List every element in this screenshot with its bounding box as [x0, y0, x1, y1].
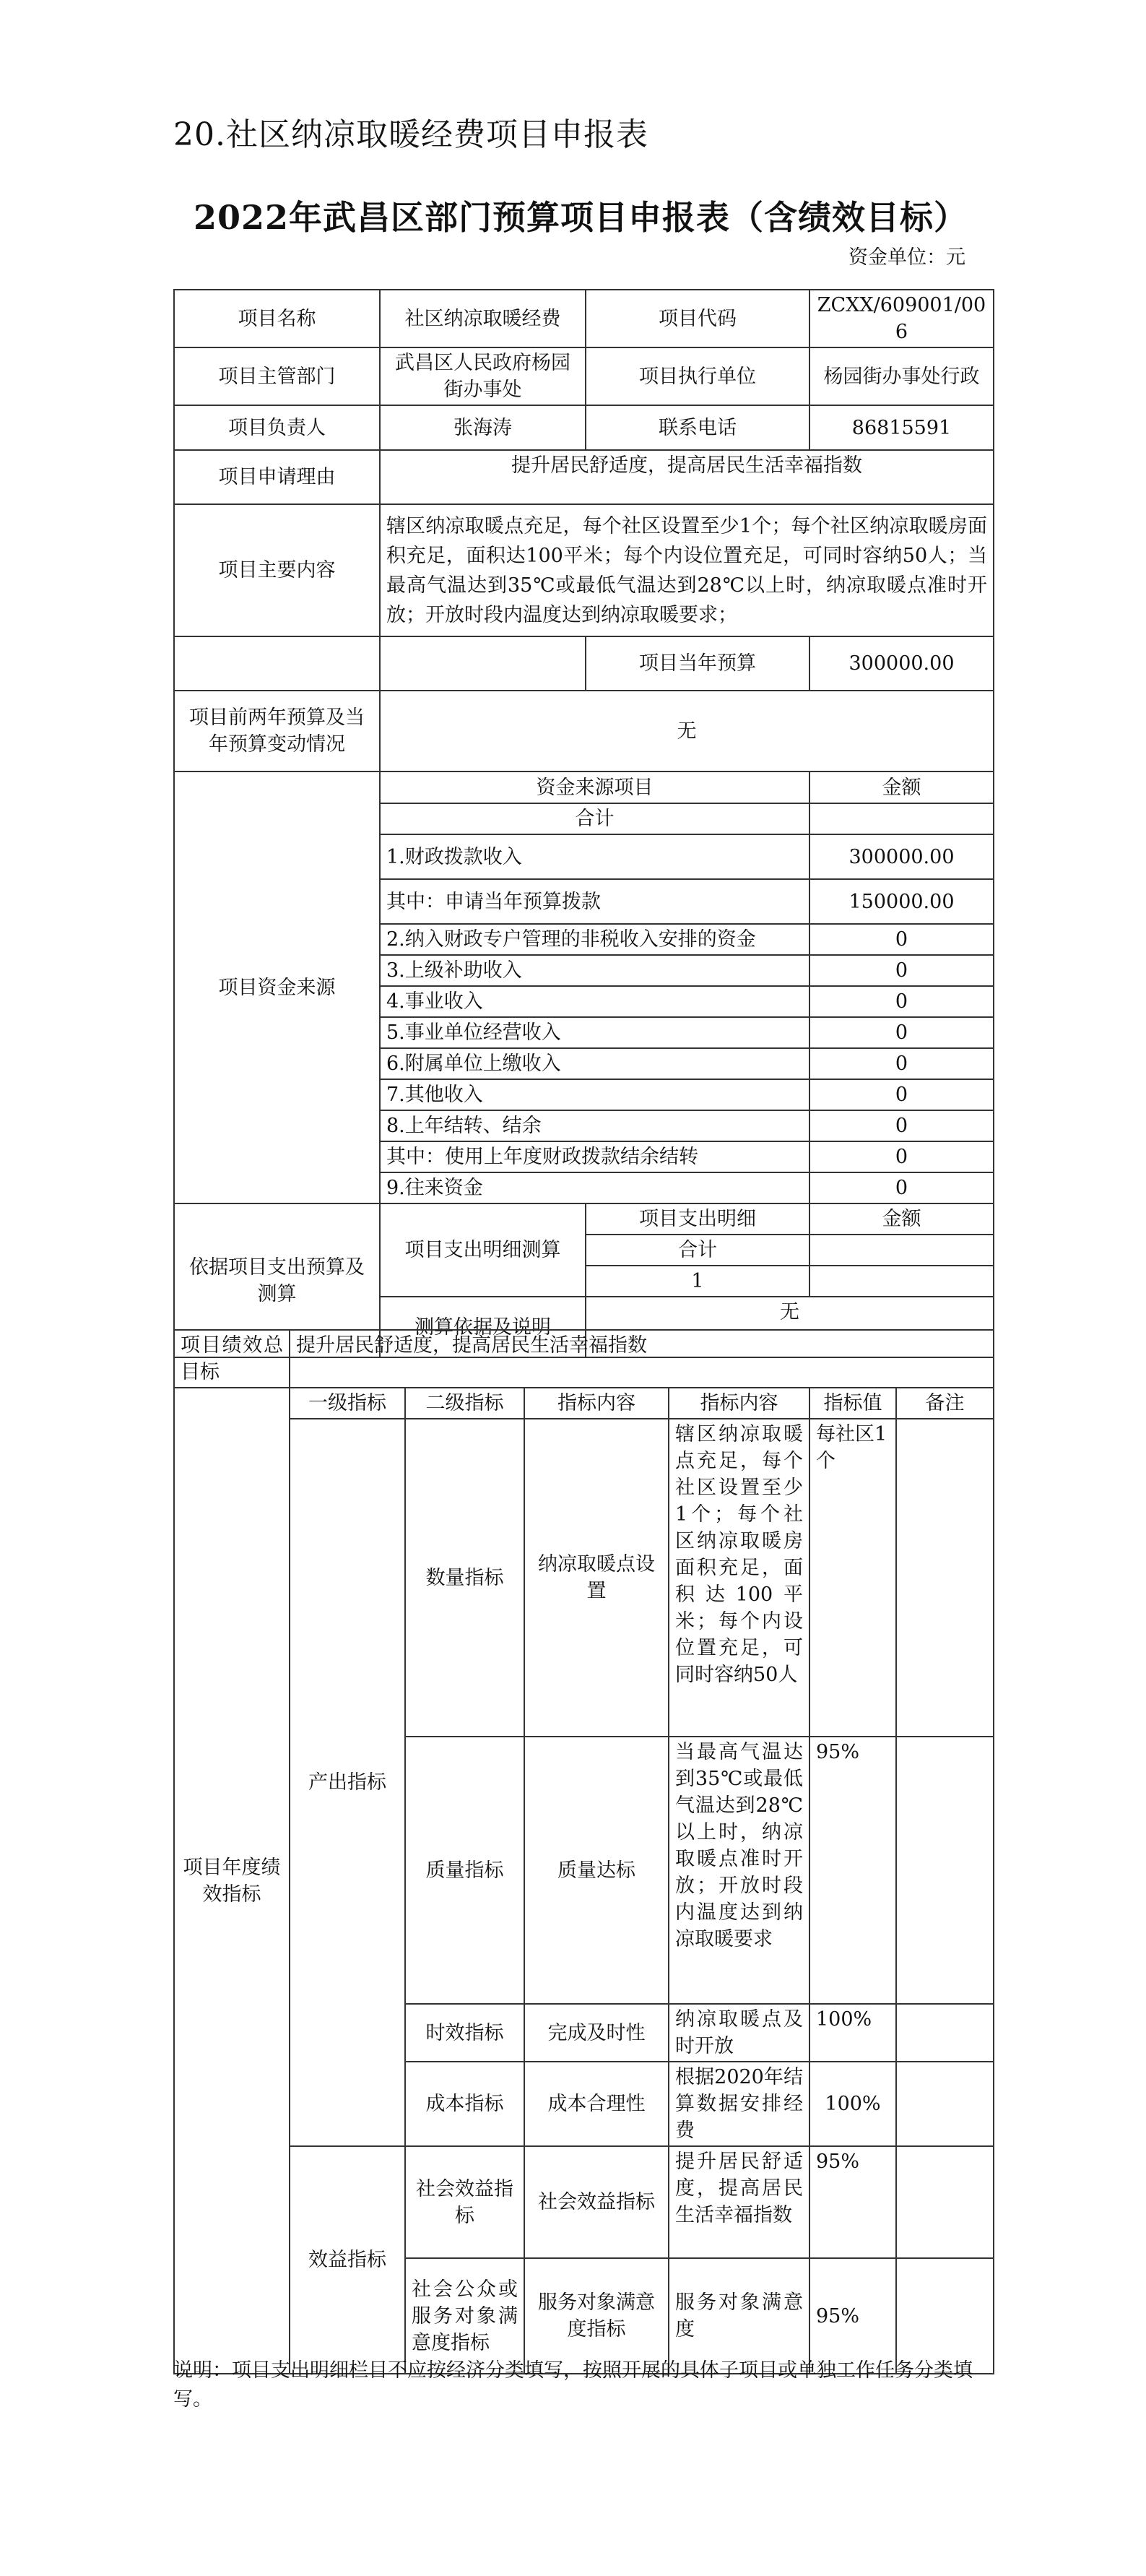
content-cell: 完成及时性: [524, 2004, 669, 2062]
content-cell: 服务对象满意度指标: [524, 2258, 669, 2374]
detail-cell: 辖区纳凉取暖点充足，每个社区设置至少1个；每个社区纳凉取暖房面积充足，面积达100平米；每个内设位置充足，可同时容纳50人: [669, 1419, 809, 1737]
expense-col-amount: 金额: [809, 1203, 994, 1235]
level2-cell: 质量指标: [405, 1737, 524, 2004]
change-label: 项目前两年预算及当年预算变动情况: [174, 691, 380, 771]
currency-unit: 资金单位：元: [848, 246, 965, 269]
phone-value: 86815591: [809, 405, 994, 450]
expense-label: 依据项目支出预算及测算: [174, 1203, 380, 1357]
blank-cell: [174, 636, 380, 691]
project-info-table: [173, 289, 994, 1358]
value-cell: 100%: [809, 2062, 896, 2146]
exec-unit-value: 杨园街办事处行政: [809, 347, 994, 405]
annual-indicators-label: 项目年度绩效指标: [174, 1388, 290, 2374]
expense-detail-label: 项目支出明细测算: [380, 1203, 586, 1297]
funding-total-label: 合计: [380, 803, 809, 834]
reason-value: 提升居民舒适度，提高居民生活幸福指数: [380, 450, 994, 504]
section-title: 20.社区纳凉取暖经费项目申报表: [173, 116, 648, 153]
basis-label: 测算依据及说明: [380, 1297, 586, 1357]
note-cell: [896, 2004, 994, 2062]
funding-row-item: 8.上年结转、结余: [380, 1110, 809, 1141]
value-cell: 100%: [809, 2004, 896, 2062]
funding-row-amount: 0: [809, 1017, 994, 1048]
project-code-label: 项目代码: [586, 290, 809, 347]
detail-cell: 提升居民舒适度，提高居民生活幸福指数: [669, 2146, 809, 2258]
funding-row-amount: 0: [809, 1110, 994, 1141]
funding-row-amount: 0: [809, 955, 994, 986]
overall-goal-value: 提升居民舒适度，提高居民生活幸福指数: [290, 1330, 994, 1388]
header-note: 备注: [896, 1388, 994, 1419]
content-label: 项目主要内容: [174, 504, 380, 636]
phone-label: 联系电话: [586, 405, 809, 450]
note-cell: [896, 2146, 994, 2258]
funding-row-item: 1.财政拨款收入: [380, 834, 809, 879]
expense-col-item: 项目支出明细: [586, 1203, 809, 1235]
header-value: 指标值: [809, 1388, 896, 1419]
funding-row-item: 9.往来资金: [380, 1172, 809, 1203]
blank-cell: [380, 636, 586, 691]
leader-value: 张海涛: [380, 405, 586, 450]
budget-value: 300000.00: [809, 636, 994, 691]
funding-row-item: 4.事业收入: [380, 986, 809, 1017]
level2-cell: 数量指标: [405, 1419, 524, 1737]
funding-col-item: 资金来源项目: [380, 771, 809, 803]
funding-row-amount: 0: [809, 1079, 994, 1110]
funding-row-item: 5.事业单位经营收入: [380, 1017, 809, 1048]
funding-row-item: 其中：使用上年度财政拨款结余结转: [380, 1141, 809, 1172]
note-cell: [896, 2062, 994, 2146]
footnote: 说明：项目支出明细栏目不应按经济分类填写，按照开展的具体子项目或单独工作任务分类填写。: [173, 2359, 973, 2411]
funding-label: 项目资金来源: [174, 771, 380, 1203]
value-cell: 每社区1个: [809, 1419, 896, 1737]
expense-row-index: 1: [586, 1266, 809, 1297]
level2-cell: 成本指标: [405, 2062, 524, 2146]
funding-col-amount: 金额: [809, 771, 994, 803]
expense-total-value: [809, 1235, 994, 1266]
note-cell: [896, 1737, 994, 2004]
value-cell: 95%: [809, 1737, 896, 2004]
funding-row-amount: 0: [809, 1141, 994, 1172]
dept-label: 项目主管部门: [174, 347, 380, 405]
expense-row-amount: [809, 1266, 994, 1297]
funding-row-item: 6.附属单位上缴收入: [380, 1048, 809, 1079]
basis-value: 无: [586, 1297, 994, 1357]
expense-total-label: 合计: [586, 1235, 809, 1266]
funding-row-amount: 0: [809, 924, 994, 955]
budget-label: 项目当年预算: [586, 636, 809, 691]
value-cell: 95%: [809, 2258, 896, 2374]
detail-cell: 根据2020年结算数据安排经费: [669, 2062, 809, 2146]
content-cell: 社会效益指标: [524, 2146, 669, 2258]
funding-total-value: [809, 803, 994, 834]
reason-label: 项目申请理由: [174, 450, 380, 504]
level2-cell: 时效指标: [405, 2004, 524, 2062]
funding-row-item: 2.纳入财政专户管理的非税收入安排的资金: [380, 924, 809, 955]
funding-row-amount: 300000.00: [809, 834, 994, 879]
level2-cell: 社会公众或服务对象满意度指标: [405, 2258, 524, 2374]
change-value: 无: [380, 691, 994, 771]
header-level2: 二级指标: [405, 1388, 524, 1419]
detail-cell: 服务对象满意度: [669, 2258, 809, 2374]
leader-label: 项目负责人: [174, 405, 380, 450]
output-indicators-label: 产出指标: [290, 1419, 405, 2146]
note-cell: [896, 1419, 994, 1737]
overall-goal-label: 项目绩效总目标: [174, 1330, 290, 1388]
detail-cell: 纳凉取暖点及时开放: [669, 2004, 809, 2062]
benefit-indicators-label: 效益指标: [290, 2146, 405, 2374]
funding-row-amount: 0: [809, 986, 994, 1017]
project-name-value: 社区纳凉取暖经费: [380, 290, 586, 347]
funding-row-item: 其中：申请当年预算拨款: [380, 879, 809, 924]
detail-cell: 当最高气温达到35℃或最低气温达到28℃以上时，纳凉取暖点准时开放；开放时段内温度达到纳凉取暖要求: [669, 1737, 809, 2004]
content-cell: 纳凉取暖点设置: [524, 1419, 669, 1737]
funding-row-item: 7.其他收入: [380, 1079, 809, 1110]
header-level1: 一级指标: [290, 1388, 405, 1419]
funding-row-amount: 150000.00: [809, 879, 994, 924]
exec-unit-label: 项目执行单位: [586, 347, 809, 405]
content-cell: 质量达标: [524, 1737, 669, 2004]
funding-row-amount: 0: [809, 1048, 994, 1079]
header-content: 指标内容: [524, 1388, 669, 1419]
dept-value: 武昌区人民政府杨园街办事处: [380, 347, 586, 405]
funding-row-item: 3.上级补助收入: [380, 955, 809, 986]
content-value: 辖区纳凉取暖点充足，每个社区设置至少1个；每个社区纳凉取暖房面积充足，面积达100平米；每个内设位置充足，可同时容纳50人；当最高气温达到35℃或最低气温达到28℃以上时，纳凉取暖点准时开放；开放时段内温度达到纳凉取暖要求；: [380, 504, 994, 636]
level2-cell: 社会效益指标: [405, 2146, 524, 2258]
header-detail: 指标内容: [669, 1388, 809, 1419]
project-name-label: 项目名称: [174, 290, 380, 347]
performance-table: [173, 1329, 994, 2374]
funding-row-amount: 0: [809, 1172, 994, 1203]
page-title: 2022年武昌区部门预算项目申报表（含绩效目标）: [194, 198, 968, 237]
content-cell: 成本合理性: [524, 2062, 669, 2146]
project-code-value: ZCXX/609001/006: [809, 290, 994, 347]
value-cell: 95%: [809, 2146, 896, 2258]
